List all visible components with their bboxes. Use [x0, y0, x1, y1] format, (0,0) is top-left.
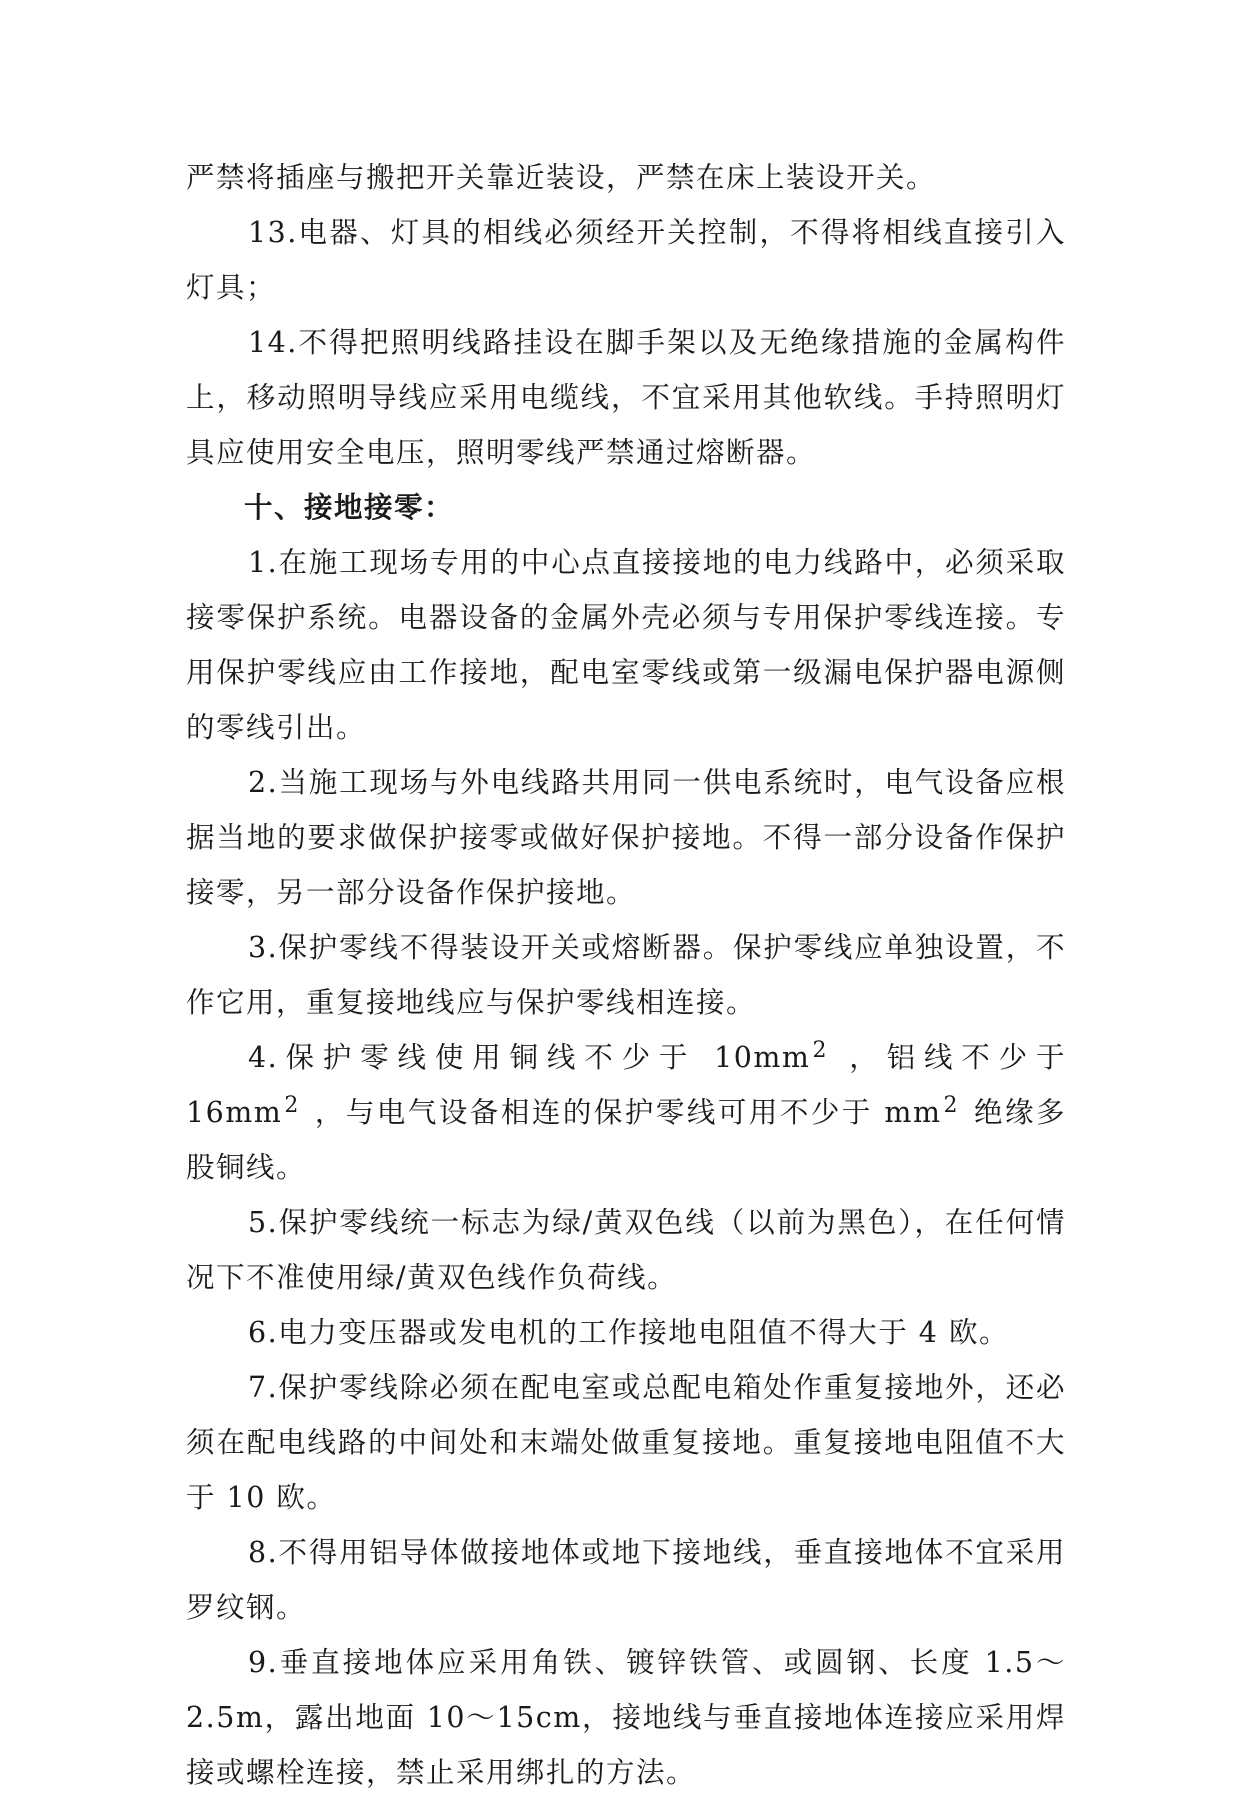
document-page: [186, 150, 1066, 1800]
grounding-item-2: 2.当施工现场与外电线路共用同一供电系统时，电气设备应根据当地的要求做保护接零或做好保护接地。不得一部分设备作保护接零，另一部分设备作保护接地。: [186, 766, 1066, 909]
paragraph-item-14: 14.不得把照明线路挂设在脚手架以及无绝缘措施的金属构件上，移动照明导线应采用电缆线，不宜采用其他软线。手持照明灯具应使用安全电压，照明零线严禁通过熔断器。: [186, 326, 1066, 469]
grounding-item-9: 9.垂直接地体应采用角铁、镀锌铁管、或圆钢、长度 1.5～2.5m，露出地面 10～15cm，接地线与垂直接地体连接应采用焊接或螺栓连接，禁止采用绑扎的方法。: [186, 1646, 1066, 1789]
grounding-item-7: 7.保护零线除必须在配电室或总配电箱处作重复接地外，还必须在配电线路的中间处和末端处做重复接地。重复接地电阻值不大于 10 欧。: [186, 1371, 1066, 1514]
paragraph-item-13: 13.电器、灯具的相线必须经开关控制，不得将相线直接引入灯具；: [186, 216, 1066, 304]
grounding-item-5: 5.保护零线统一标志为绿/黄双色线（以前为黑色），在任何情况下不准使用绿/黄双色线作负荷线。: [186, 1206, 1066, 1294]
section-heading: 十、接地接零：: [244, 490, 455, 524]
item4-superscript-2: 2: [284, 1093, 300, 1118]
item4-text-part1: 4.保护零线使用铜线不少于 10mm: [248, 1041, 811, 1074]
item4-superscript-3: 2: [943, 1093, 959, 1118]
item4-text-part3: ，与电气设备相连的保护零线可用不少于 mm: [313, 1096, 942, 1129]
grounding-item-3: 3.保护零线不得装设开关或熔断器。保护零线应单独设置，不作它用，重复接地线应与保护零线相连接。: [186, 931, 1066, 1019]
item4-superscript-1: 2: [812, 1038, 828, 1063]
paragraph-continuation: 严禁将插座与搬把开关靠近装设，严禁在床上装设开关。: [186, 161, 937, 194]
grounding-item-4: [186, 1030, 1066, 1195]
item4-text-part4: 绝缘多股铜线。: [186, 1096, 1066, 1184]
grounding-item-1: 1.在施工现场专用的中心点直接接地的电力线路中，必须采取接零保护系统。电器设备的金属外壳必须与专用保护零线连接。专用保护零线应由工作接地，配电室零线或第一级漏电保护器电源侧的零线引出。: [186, 546, 1066, 744]
grounding-item-6: 6.电力变压器或发电机的工作接地电阻值不得大于 4 欧。: [248, 1316, 1009, 1349]
grounding-item-8: 8.不得用铝导体做接地体或地下接地线，垂直接地体不宜采用罗纹钢。: [186, 1536, 1066, 1624]
item4-text-part2: ，铝线不少于 16mm: [186, 1041, 1066, 1129]
